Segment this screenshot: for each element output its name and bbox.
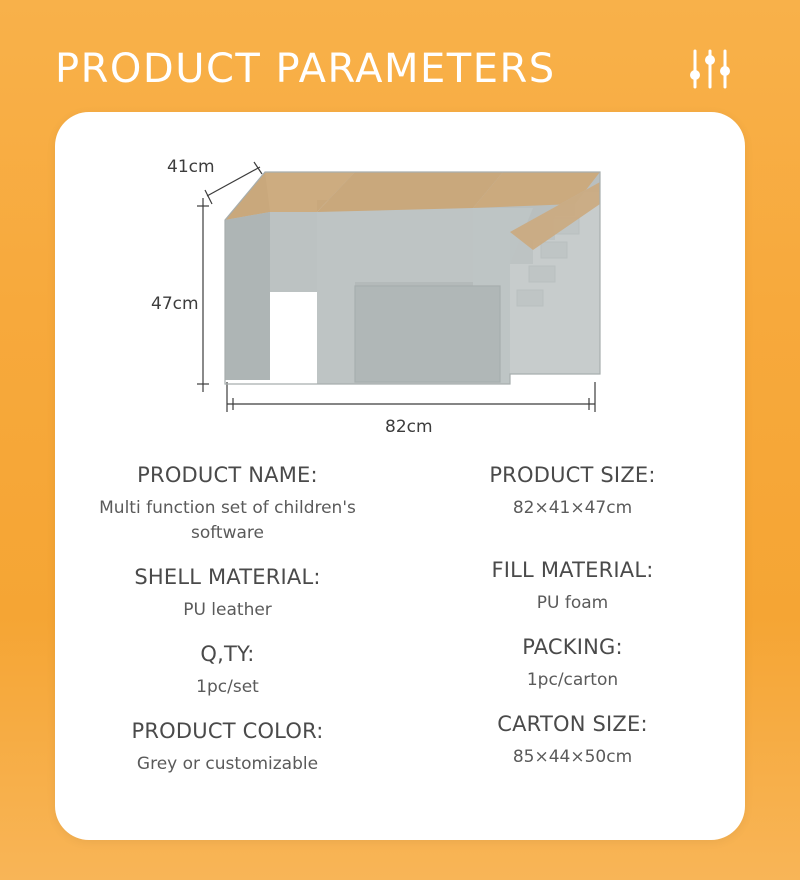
specs-grid bbox=[55, 460, 745, 793]
spec-carton-size bbox=[410, 709, 735, 770]
spec-label: SHELL MATERIAL: bbox=[134, 565, 321, 589]
spec-value: PU foam bbox=[536, 593, 609, 613]
spec-packing bbox=[410, 632, 735, 693]
spec-value: 1pc/carton bbox=[526, 670, 619, 690]
dimension-height-label: 47cm bbox=[151, 294, 199, 314]
spec-qty bbox=[65, 639, 390, 700]
spec-label: CARTON SIZE: bbox=[497, 712, 648, 736]
specs-column-left bbox=[55, 460, 400, 793]
product-diagram bbox=[55, 112, 745, 452]
spec-product-size bbox=[410, 460, 735, 521]
page-header bbox=[55, 38, 745, 100]
spec-label: PRODUCT NAME: bbox=[137, 463, 318, 487]
dimension-width-label: 82cm bbox=[385, 417, 433, 437]
spec-value: Grey or customizable bbox=[136, 754, 319, 774]
page-title: PRODUCT PARAMETERS bbox=[55, 46, 556, 92]
spec-product-color bbox=[65, 716, 390, 777]
parameters-card bbox=[55, 112, 745, 840]
spec-value: 82×41×47cm bbox=[512, 498, 633, 518]
spec-product-name bbox=[65, 460, 390, 546]
spec-label: FILL MATERIAL: bbox=[491, 558, 654, 582]
spec-fill-material bbox=[410, 555, 735, 616]
spec-shell-material bbox=[65, 562, 390, 623]
spec-label: PACKING: bbox=[522, 635, 623, 659]
spec-label: Q,TY: bbox=[200, 642, 255, 666]
spec-label: PRODUCT COLOR: bbox=[131, 719, 324, 743]
spec-value: Multi function set of children's software bbox=[99, 498, 356, 543]
spec-value: 1pc/set bbox=[196, 677, 259, 697]
sliders-icon bbox=[683, 45, 737, 93]
spec-value: 85×44×50cm bbox=[512, 747, 633, 767]
spec-label: PRODUCT SIZE: bbox=[489, 463, 656, 487]
dimension-depth-label: 41cm bbox=[167, 157, 215, 177]
spec-value: PU leather bbox=[183, 600, 272, 620]
specs-column-right bbox=[400, 460, 745, 793]
